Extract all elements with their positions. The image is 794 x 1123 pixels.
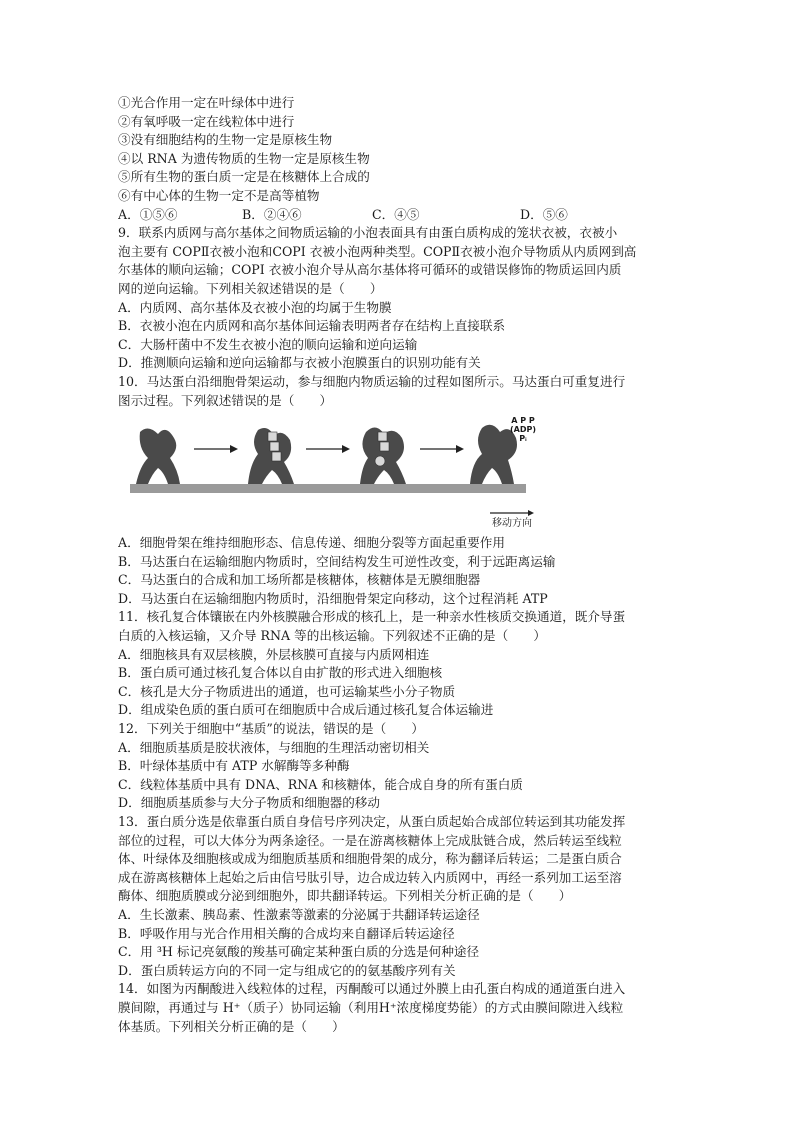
q11-option: C．核孔是大分子物质进出的通道，也可运输某些小分子物质 — [118, 683, 456, 699]
q9-stem-line: 泡主要有 COPⅡ衣被小泡和COPI 衣被小泡两种类型。COPⅡ衣被小泡介导物质从内质网到高 — [118, 243, 637, 259]
q13-stem-line: 体、叶绿体及细胞核或成为细胞质基质和细胞骨架的成分，称为翻译后转运；二是蛋白质合 — [118, 851, 622, 867]
cytoskeleton-track — [130, 484, 526, 493]
q8-items — [118, 94, 678, 206]
direction-label: 移动方向 — [492, 518, 532, 530]
q11-option: A．细胞核具有双层核膜，外层核膜可直接与内质网相连 — [118, 646, 430, 662]
q10-option: C．马达蛋白的合成和加工场所都是核糖体，核糖体是无膜细胞器 — [118, 572, 481, 588]
question-13 — [118, 813, 678, 980]
q14-stem-line: 体基质。下列相关分析正确的是（ ） — [118, 1018, 345, 1034]
q9-stem-line: 尔基体的顺向运输；COPI 衣被小泡介导从高尔基体将可循环的或错误修饰的物质运回内质 — [118, 262, 622, 278]
q10-option: A．细胞骨架在维持细胞形态、信息传递、细胞分裂等方面起重要作用 — [118, 535, 505, 551]
motor-protein-diagram — [118, 414, 538, 532]
question-12 — [118, 720, 678, 813]
q12-option: C．线粒体基质中具有 DNA、RNA 和核糖体，能合成自身的所有蛋白质 — [118, 776, 523, 792]
q10-option: B．马达蛋白在运输细胞内物质时，空间结构发生可逆性改变，利于远距离运输 — [118, 553, 556, 569]
q12-stem-line: 12．下列关于细胞中“基质”的说法，错误的是（ ） — [118, 721, 424, 737]
q13-option: C．用 ³H 标记亮氨酸的羧基可确定某种蛋白质的分选是何种途径 — [118, 944, 480, 960]
pi-label: Pᵢ — [519, 434, 527, 444]
q12-option: A．细胞质基质是胶状液体，与细胞的生理活动密切相关 — [118, 739, 430, 755]
arrow-2-head — [342, 445, 350, 453]
q8-item: ①光合作用一定在叶绿体中进行 — [118, 95, 295, 110]
q11-option: D．组成染色质的蛋白质可在细胞质中合成后通过核孔复合体运输进 — [118, 702, 494, 718]
q8-item: ②有氧呼吸一定在线粒体中进行 — [118, 113, 295, 129]
q13-stem-line: 部位的过程，可以大体分为两条途径。一是在游离核糖体上完成肽链合成，然后转运至线粒 — [118, 832, 622, 848]
q13-option: B．呼吸作用与光合作用相关酶的合成均来自翻译后转运途径 — [118, 925, 455, 941]
exam-page — [118, 94, 678, 1036]
q8-option-d: D．⑤⑥ — [520, 206, 568, 222]
q12-option: B．叶绿体基质中有 ATP 水解酶等多种酶 — [118, 758, 350, 774]
q10-stem-line: 图示过程。下列叙述错误的是（ ） — [118, 392, 333, 408]
q13-stem-line: 酶体、细胞质膜或分泌到细胞外，即共翻译转运。下列相关分析正确的是（ ） — [118, 888, 572, 904]
adp-label: (ADP) — [509, 425, 536, 435]
question-9 — [118, 224, 678, 373]
q13-stem-line: 13．蛋白质分选是依靠蛋白质自身信号序列决定，从蛋白质起始合成部位转运到其功能发挥 — [118, 814, 626, 829]
q10-option: D．马达蛋白在运输细胞内物质时，沿细胞骨架定向移动，这个过程消耗 ATP — [118, 590, 548, 606]
q11-option: B．蛋白质可通过核孔复合体以自由扩散的形式进入细胞核 — [118, 665, 443, 681]
q8-item: ③没有细胞结构的生物一定是原核生物 — [118, 132, 333, 148]
q8-option-c: C．④⑤ — [372, 206, 420, 222]
q8-options — [118, 206, 678, 225]
q10-stem-line: 10．马达蛋白沿细胞骨架运动，参与细胞内物质运输的过程如图所示。马达蛋白可重复进行 — [118, 373, 626, 389]
question-14 — [118, 980, 678, 1036]
motor-protein-1 — [136, 429, 180, 485]
q8-item: ⑥有中心体的生物一定不是高等植物 — [118, 187, 320, 203]
atp-adp-pi-labels — [508, 416, 538, 443]
q14-stem-line: 14．如图为丙酮酸进入线粒体的过程，丙酮酸可以通过外膜上由孔蛋白构成的通道蛋白进入 — [118, 981, 626, 997]
q9-option: D．推测顺向运输和逆向运输都与衣被小泡膜蛋白的识别功能有关 — [118, 355, 481, 371]
q11-stem-line: 11．核孔复合体镶嵌在内外核膜融合形成的核孔上，是一种亲水性核质交换通道，既介导蛋 — [118, 609, 626, 625]
q12-option: D．细胞质基质参与大分子物质和细胞器的移动 — [118, 795, 380, 811]
q14-stem-line: 膜间隙，再通过与 H⁺（质子）协同运输（利用H⁺浓度梯度势能）的方式由膜间隙进入线粒 — [118, 999, 624, 1015]
q8-option-a: A．①⑤⑥ — [118, 206, 178, 222]
q9-option: B．衣被小泡在内质网和高尔基体间运输表明两者存在结构上直接联系 — [118, 318, 506, 334]
q13-option: A．生长激素、胰岛素、性激素等激素的分泌属于共翻译转运途径 — [118, 906, 480, 922]
q8-item: ④以 RNA 为遗传物质的生物一定是原核生物 — [118, 150, 370, 166]
atp-label: A P P — [511, 416, 535, 426]
q8-option-b: B．②④⑥ — [242, 206, 302, 222]
q8-item: ⑤所有生物的蛋白质一定是在核糖体上合成的 — [118, 169, 370, 185]
q9-stem-line: 网的逆向运输。下列相关叙述错误的是（ ） — [118, 280, 383, 296]
question-11 — [118, 608, 678, 720]
motor-protein-figure — [118, 414, 678, 532]
q9-option: C．大肠杆菌中不发生衣被小泡的顺向运输和逆向运输 — [118, 336, 418, 352]
arrow-3-head — [456, 445, 464, 453]
question-10 — [118, 373, 678, 609]
q13-stem-line: 成在游离核糖体上起始之后由信号肽引导，边合成边转入内质网中，再经一系列加工运至溶 — [118, 869, 622, 885]
q11-stem-line: 白质的入核运输，又介导 RNA 等的出核运输。下列叙述不正确的是（ ） — [118, 628, 547, 644]
q13-option: D．蛋白质转运方向的不同一定与组成它的的氨基酸序列有关 — [118, 962, 456, 978]
q9-option: A．内质网、高尔基体及衣被小泡的均属于生物膜 — [118, 299, 392, 315]
q9-stem-line: 9．联系内质网与高尔基体之间物质运输的小泡表面具有由蛋白质构成的笼状衣被，衣被小 — [118, 225, 618, 241]
arrow-1-head — [230, 445, 238, 453]
